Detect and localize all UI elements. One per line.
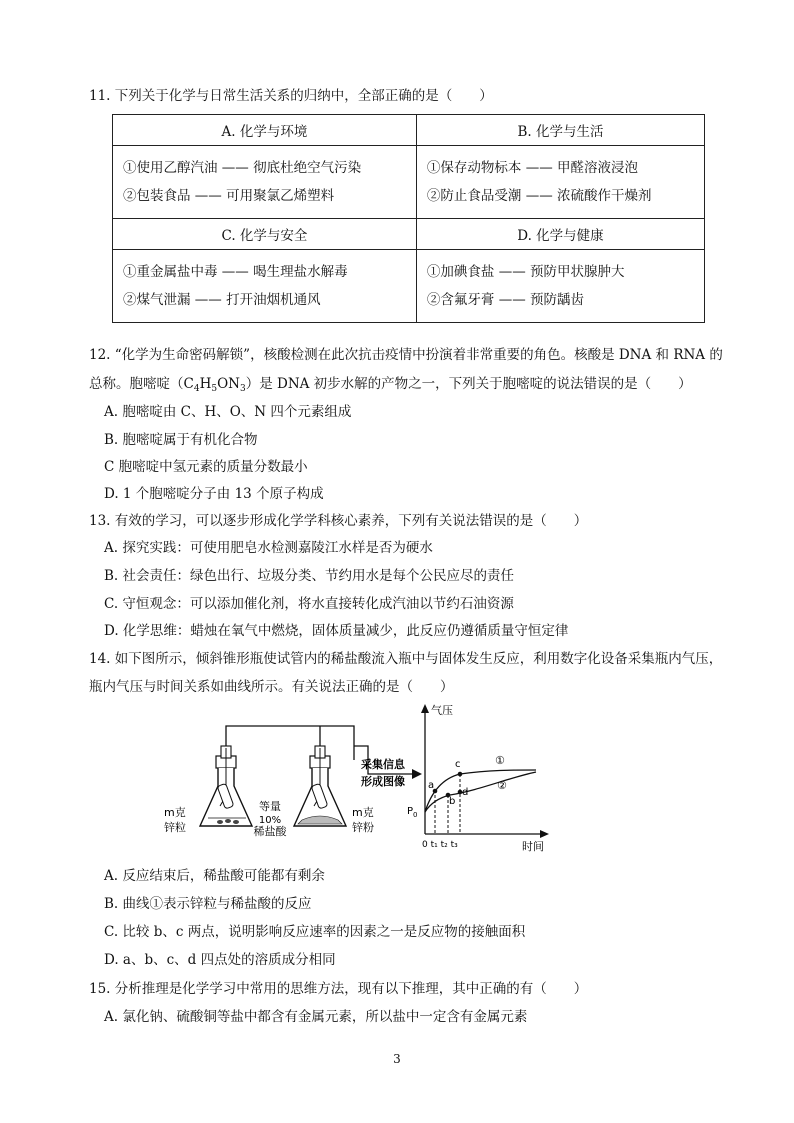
q14-stem-line1: 14. 如下图所示，倾斜锥形瓶使试管内的稀盐酸流入瓶中与固体发生反应，利用数字化设备采集瓶内气压， [89, 651, 723, 667]
page-number: 3 [393, 1052, 401, 1066]
q11-table [112, 114, 705, 323]
point-d-label: d [462, 787, 469, 798]
q14-figure [160, 700, 560, 858]
q13-option-d: D. 化学思维：蜡烛在氧气中燃烧，固体质量减少，此反应仍遵循质量守恒定律 [104, 623, 569, 639]
point-b-label: b [449, 796, 456, 807]
y-axis-label: 气压 [431, 704, 453, 717]
q12-option-b: B. 胞嘧啶属于有机化合物 [104, 432, 258, 448]
q14-option-c: C. 比较 b、c 两点，说明影响反应速率的因素之一是反应物的接触面积 [104, 924, 526, 940]
q11-option-b-line1: ①保存动物标本 —— 甲醛溶液浸泡 [426, 160, 638, 176]
q11-option-a-body [113, 146, 417, 219]
q12-option-c: C 胞嘧啶中氢元素的质量分数最小 [104, 459, 308, 475]
right-solid-label: 锌粉 [352, 821, 374, 834]
x-axis-label: 时间 [522, 840, 544, 853]
left-flask [200, 746, 252, 826]
curve-2 [425, 772, 536, 812]
q11-stem: 11. 下列关于化学与日常生活关系的归纳中，全部正确的是（ ） [89, 88, 493, 104]
q11-option-d-line1: ①加碘食盐 —— 预防甲状腺肿大 [426, 264, 625, 280]
q11-option-b-line2: ②防止食品受潮 —— 浓硫酸作干燥剂 [426, 188, 652, 204]
q13-option-c: C. 守恒观念：可以添加催化剂，将水直接转化成汽油以节约石油资源 [104, 596, 514, 612]
point-a-label: a [428, 780, 435, 791]
p0-label: $P_0$ [407, 806, 418, 819]
q14-option-b: B. 曲线①表示锌粒与稀盐酸的反应 [104, 896, 312, 912]
q14-option-a: A. 反应结束后，稀盐酸可能都有剩余 [104, 868, 325, 884]
q11-option-d-body [416, 250, 704, 323]
collect-label-2: 形成图像 [361, 775, 405, 788]
point-c-label: c [455, 759, 461, 770]
left-solid-label: 锌粒 [164, 821, 186, 834]
right-flask [294, 746, 346, 826]
q11-option-c-line2: ②煤气泄漏 —— 打开油烟机通风 [123, 292, 321, 308]
left-mass-label: m克 [164, 806, 186, 819]
q11-option-d-head: D. 化学与健康 [416, 219, 704, 250]
curve-1-label: ① [495, 754, 505, 767]
q12-option-d: D. 1 个胞嘧啶分子由 13 个原子构成 [104, 486, 324, 502]
pressure-time-graph [407, 703, 549, 853]
q11-option-a-line2: ②包装食品 —— 可用聚氯乙烯塑料 [123, 188, 335, 204]
q14-stem-line2: 瓶内气压与时间关系如曲线所示。有关说法正确的是（ ） [89, 679, 454, 695]
q11-option-d-line2: ②含氟牙膏 —— 预防龋齿 [426, 292, 584, 308]
q11-option-c-body [113, 250, 417, 323]
q12-stem-line2: 总称。胞嘧啶$(C_4H_5ON_3)$是 DNA 初步水解的产物之一，下列关于胞嘧啶的说法错误的是（ ） [89, 376, 692, 394]
acid-name-label: 稀盐酸 [253, 825, 287, 838]
x-tick-labels: 0 t₁ t₂ t₃ [422, 840, 458, 850]
q12-option-a: A. 胞嘧啶由 C、H、O、N 四个元素组成 [104, 404, 352, 420]
q15-option-a: A. 氯化钠、硫酸铜等盐中都含有金属元素，所以盐中一定含有金属元素 [104, 1009, 528, 1025]
q11-option-b-body [416, 146, 704, 219]
connection-tube [226, 726, 354, 764]
q13-option-b: B. 社会责任：绿色出行、垃圾分类、节约用水是每个公民应尽的责任 [104, 568, 515, 584]
curve-2-label: ② [497, 779, 507, 792]
arrow-icon [412, 769, 422, 779]
q14-option-d: D. a、b、c、d 四点处的溶质成分相同 [104, 952, 336, 968]
q11-option-a-line1: ①使用乙醇汽油 —— 彻底杜绝空气污染 [123, 160, 362, 176]
q13-option-a: A. 探究实践：可使用肥皂水检测嘉陵江水样是否为硬水 [104, 540, 433, 556]
right-mass-label: m克 [352, 806, 374, 819]
q13-stem: 13. 有效的学习，可以逐步形成化学学科核心素养，下列有关说法错误的是（ ） [89, 513, 588, 529]
collect-label-1: 采集信息 [361, 758, 405, 771]
acid-amount-label: 等量 [259, 800, 281, 813]
q11-option-c-line1: ①重金属盐中毒 —— 喝生理盐水解毒 [123, 264, 348, 280]
q12-stem-line1: 12. “化学为生命密码解锁”，核酸检测在此次抗击疫情中扮演着非常重要的角色。核酸是 DNA 和 RNA 的 [89, 347, 723, 363]
q11-option-a-head: A. 化学与环境 [113, 115, 417, 146]
q11-option-c-head: C. 化学与安全 [113, 219, 417, 250]
acid-percent-label: 10% [258, 815, 282, 826]
q11-option-b-head: B. 化学与生活 [416, 115, 704, 146]
q15-stem: 15. 分析推理是化学学习中常用的思维方法，现有以下推理，其中正确的有（ ） [89, 981, 588, 997]
